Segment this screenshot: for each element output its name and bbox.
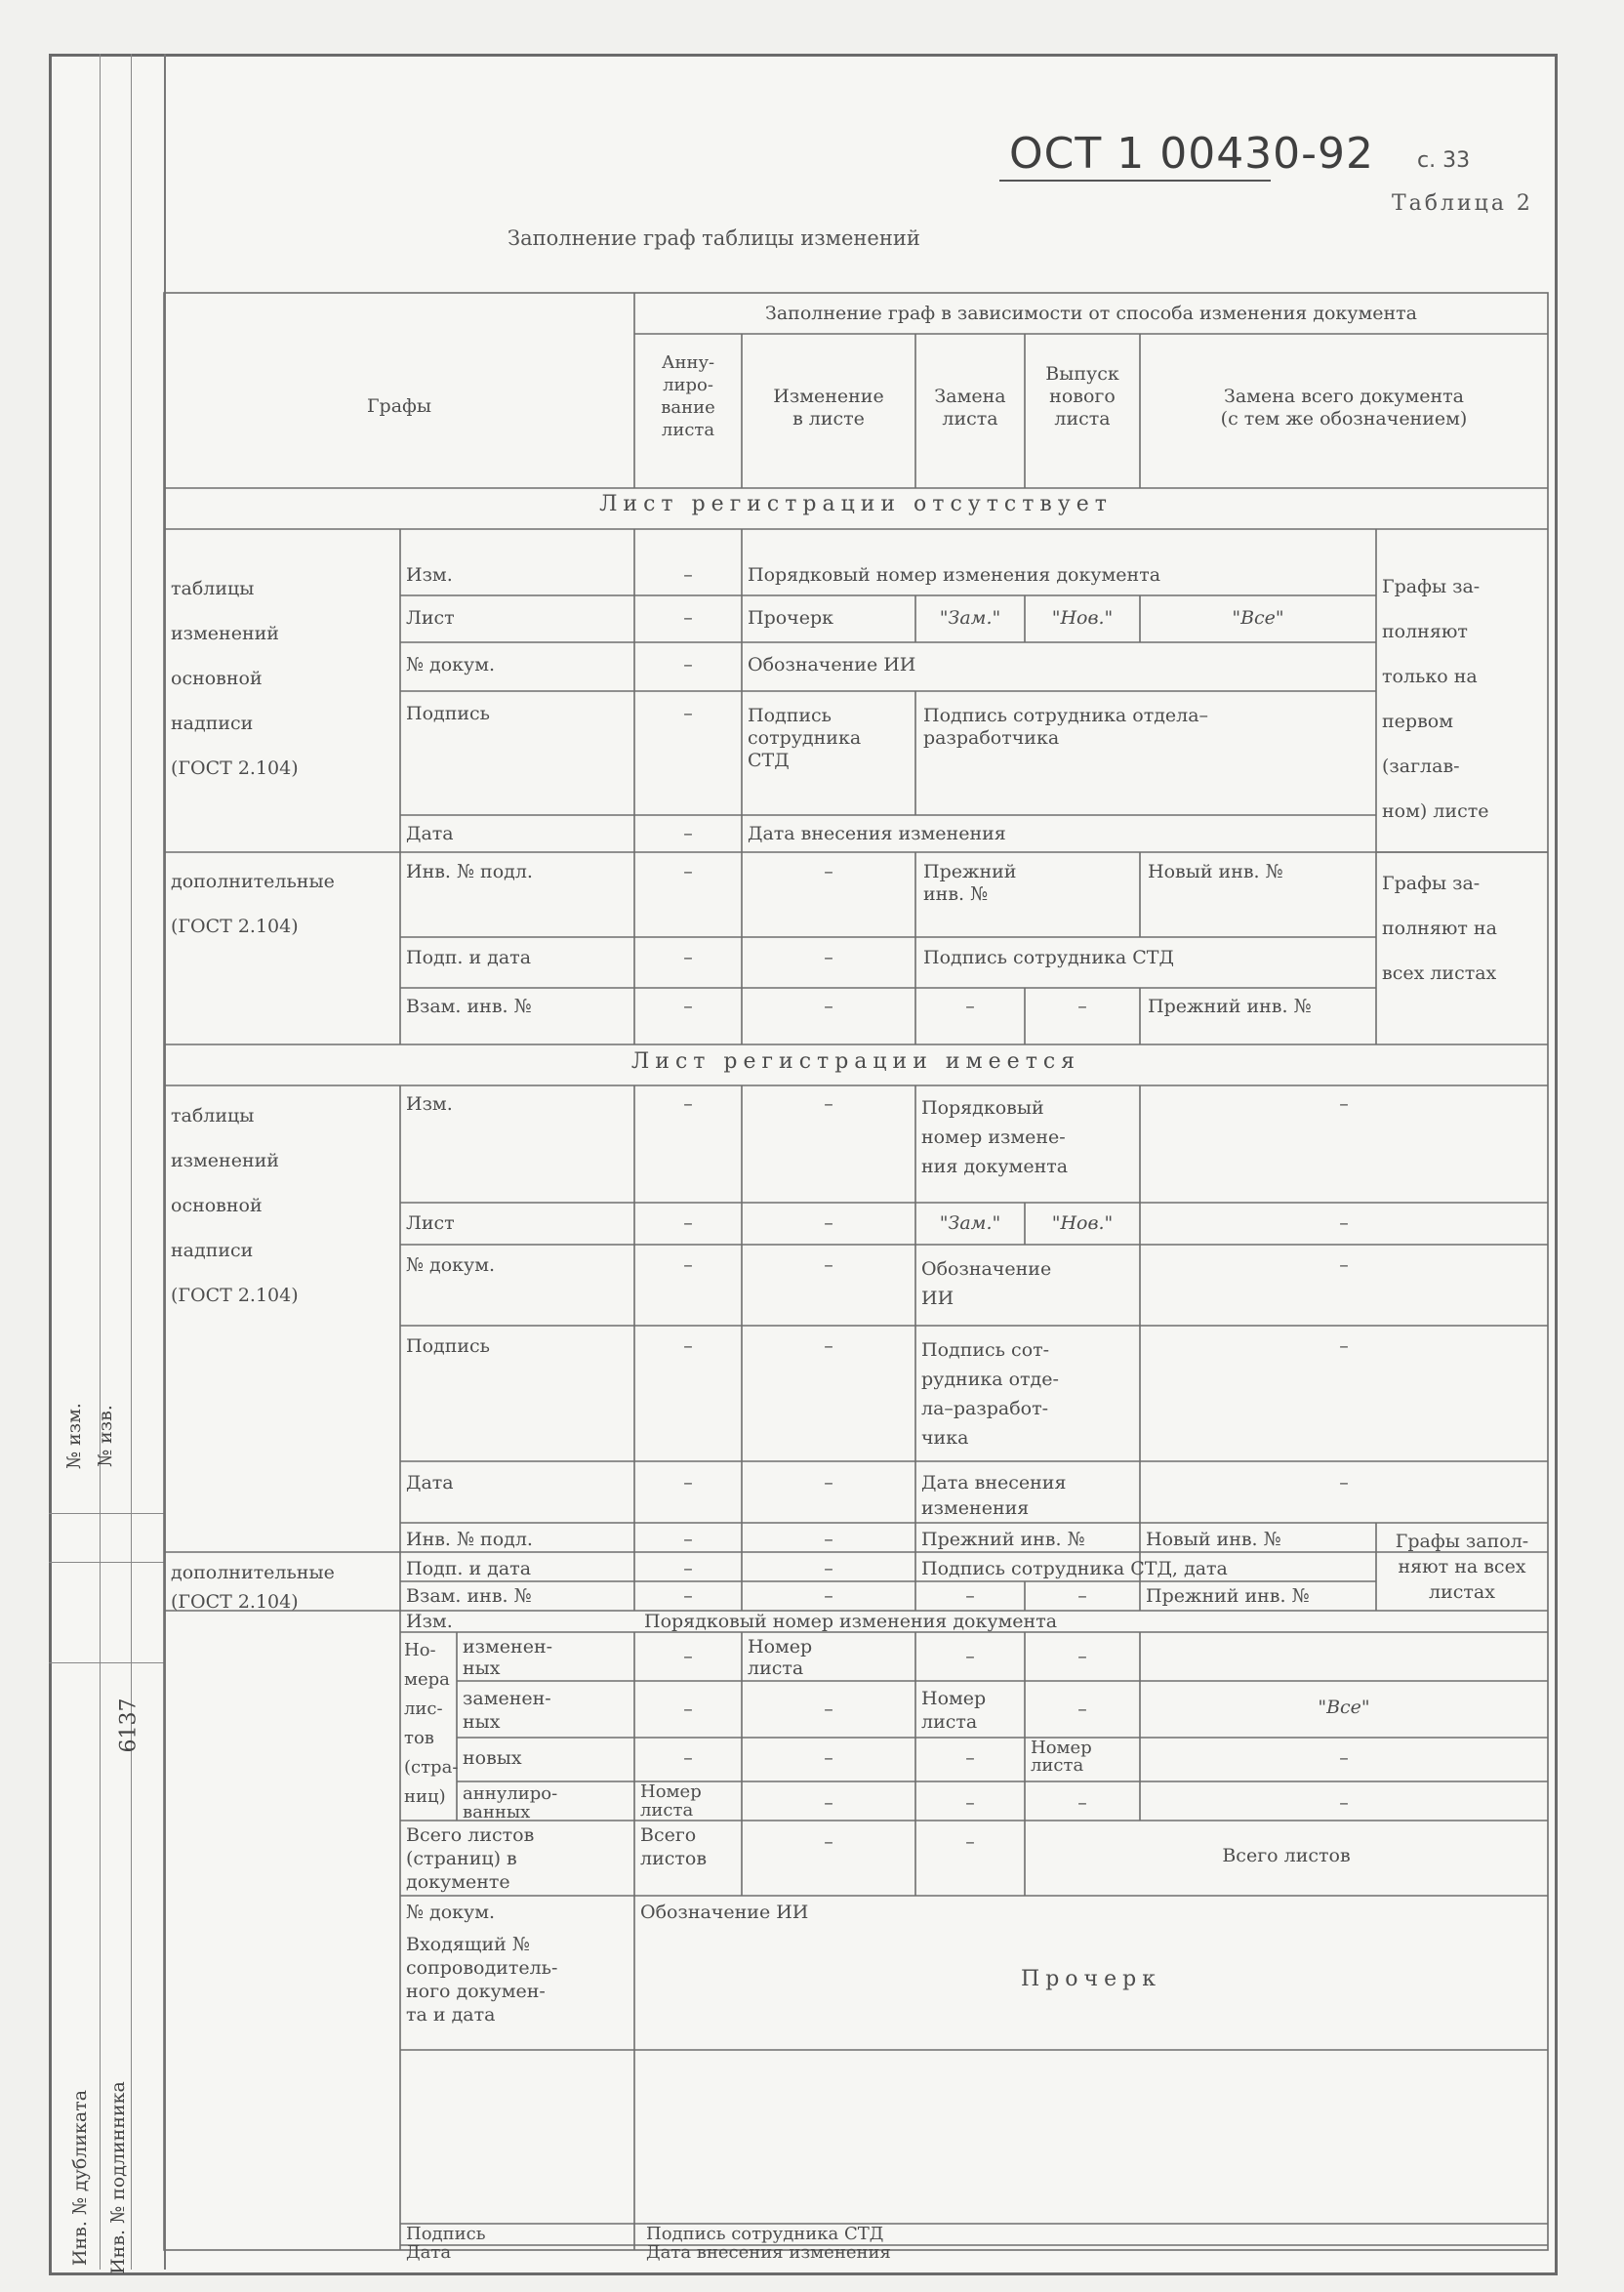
s3-vsego-left: Всего листов (страниц) в документе — [406, 1824, 535, 1893]
field-inv-podl: Инв. № подл. — [406, 1529, 533, 1550]
dash: – — [1077, 996, 1087, 1017]
col-zamena: Замена листа — [934, 386, 1006, 430]
s3-podp: Подпись — [406, 2224, 486, 2244]
dash: – — [683, 947, 693, 968]
r-zam: "Зам." — [939, 607, 1001, 629]
r-obozn: Обозначение ИИ — [748, 654, 916, 675]
field-list: Лист — [406, 1212, 455, 1234]
r2-obozn: Обозначение ИИ — [921, 1258, 1052, 1309]
section2-title: Лист регистрации имеется — [630, 1049, 1081, 1074]
field-podpis: Подпись — [406, 1335, 491, 1357]
r-nov: "Нов." — [1051, 607, 1114, 629]
dash: – — [683, 607, 693, 629]
field-izm: Изм. — [406, 1093, 453, 1115]
r2-data: Дата внесения изменения — [921, 1472, 1067, 1519]
s3-data-val: Дата внесения изменения — [646, 2242, 891, 2263]
s3-zamenen: заменен- ных — [463, 1688, 551, 1733]
dash: – — [1339, 1472, 1349, 1494]
dash: – — [1077, 1646, 1087, 1667]
dash: – — [824, 1212, 833, 1234]
dash: – — [1339, 1747, 1349, 1769]
r-izm: Порядковый номер изменения документа — [748, 564, 1161, 586]
s3-prochk: Прочерк — [1021, 1967, 1161, 1991]
dash: – — [683, 1254, 693, 1276]
s3-dokum: № докум. — [406, 1902, 496, 1923]
field-izm: Изм. — [406, 564, 453, 586]
dash: – — [683, 1093, 693, 1115]
s3-vsego-c1: Всего листов — [640, 1824, 708, 1869]
dash: – — [1339, 1212, 1349, 1234]
dash: – — [683, 703, 693, 724]
dash: – — [1339, 1093, 1349, 1115]
dash: – — [824, 1472, 833, 1494]
dash: – — [683, 1585, 693, 1607]
dash: – — [1077, 1699, 1087, 1720]
s3-izm-val: Порядковый номер изменения документа — [644, 1611, 1058, 1632]
dash: – — [683, 1529, 693, 1550]
dash: – — [965, 1747, 975, 1769]
dash: – — [824, 1558, 833, 1579]
r-prochk: Прочерк — [748, 607, 834, 629]
r2-prezh: Прежний инв. № — [921, 1529, 1085, 1550]
dash: – — [965, 1831, 975, 1853]
note1: Графы за- полняют только на первом (заглав- ном) листе — [1382, 576, 1489, 822]
field-podpis: Подпись — [406, 703, 491, 724]
col-annul: Анну- лиро- вание листа — [661, 352, 715, 440]
side-izm: № изм. — [62, 1403, 85, 1469]
s3-vsego-right: Всего листов — [1222, 1845, 1351, 1866]
side-number: 6137 — [116, 1698, 142, 1753]
col-zamena-vsego: Замена всего документа (с тем же обозначением) — [1220, 386, 1468, 430]
r-prezh2: Прежний инв. № — [1148, 996, 1312, 1017]
dash: – — [824, 1585, 833, 1607]
dash: – — [824, 996, 833, 1017]
dash: – — [683, 1472, 693, 1494]
dash: – — [683, 996, 693, 1017]
dash: – — [1077, 1792, 1087, 1814]
table-label: Таблица 2 — [1392, 191, 1533, 216]
r2-zam: "Зам." — [939, 1212, 1001, 1234]
r-podp-std2: Подпись сотрудника СТД — [923, 947, 1174, 968]
document-code: ОСТ 1 00430-92 — [1009, 129, 1375, 179]
dash: – — [683, 1646, 693, 1667]
dash: – — [824, 861, 833, 882]
dash: – — [824, 947, 833, 968]
dash: – — [965, 996, 975, 1017]
s3-podp-val: Подпись сотрудника СТД — [646, 2224, 884, 2244]
side-inv-podl: Инв. № подлинника — [106, 2081, 129, 2274]
note2: Графы за- полняют на всех листах — [1382, 873, 1497, 984]
field-vzam-inv: Взам. инв. № — [406, 1585, 532, 1607]
s3-vse: "Все" — [1318, 1697, 1370, 1718]
r2-podp-std: Подпись сотрудника СТД, дата — [921, 1558, 1228, 1579]
dash: – — [965, 1646, 975, 1667]
field-podp-data: Подп. и дата — [406, 1558, 532, 1579]
field-inv-podl: Инв. № подл. — [406, 861, 533, 882]
r2-izm: Порядковый номер измене- ния документа — [921, 1097, 1069, 1177]
field-list: Лист — [406, 607, 455, 629]
r-podp-std: Подпись сотрудника СТД — [748, 705, 862, 771]
table-title: Заполнение граф таблицы изменений — [508, 226, 920, 250]
dash: – — [683, 861, 693, 882]
col-izm-list: Изменение в листе — [773, 386, 884, 430]
dash: – — [965, 1792, 975, 1814]
side-izv: № изв. — [94, 1405, 116, 1467]
col-vypusk: Выпуск нового листа — [1045, 363, 1119, 430]
s3-vhod: Входящий № сопроводитель- ного докумен- та и дата — [406, 1934, 558, 2026]
sec2-left-a: таблицы изменений основной надписи (ГОСТ 2.104) — [171, 1105, 299, 1306]
s3-annul: аннулиро- ванных — [463, 1783, 558, 1822]
dash: – — [824, 1699, 833, 1720]
dash: – — [683, 1558, 693, 1579]
s3-novyh: новых — [463, 1747, 522, 1769]
s3-nomer-lista: Номер листа — [1031, 1738, 1092, 1776]
section1-title: Лист регистрации отсутствует — [599, 492, 1113, 516]
dash: – — [1339, 1335, 1349, 1357]
r-data: Дата внесения изменения — [748, 823, 1006, 844]
s3-nomer-lista: Номер листа — [748, 1636, 813, 1679]
r2-podp: Подпись сот- рудника отде- ла–разработ- чика — [921, 1339, 1059, 1449]
col-group: Заполнение граф в зависимости от способа изменения документа — [764, 303, 1418, 324]
field-podp-data: Подп. и дата — [406, 947, 532, 968]
r-podp-razr: Подпись сотрудника отдела– разработчика — [923, 705, 1209, 749]
dash: – — [683, 1747, 693, 1769]
s3-izm: Изм. — [406, 1611, 453, 1632]
s3-data: Дата — [406, 2242, 452, 2263]
dash: – — [1339, 1792, 1349, 1814]
col-grafy: Графы — [366, 395, 432, 417]
r2-prezh2: Прежний инв. № — [1146, 1585, 1310, 1607]
s3-nomer-lista: Номер листа — [921, 1688, 987, 1733]
dash: – — [824, 1335, 833, 1357]
dash: – — [1077, 1585, 1087, 1607]
r2-novyi: Новый инв. № — [1146, 1529, 1281, 1550]
field-vzam-inv: Взам. инв. № — [406, 996, 532, 1017]
dash: – — [824, 1093, 833, 1115]
r-prezh: Прежний инв. № — [923, 861, 1017, 905]
dash: – — [824, 1747, 833, 1769]
dash: – — [824, 1254, 833, 1276]
s3-nomera: Но- мера лис- тов (стра- ниц) — [404, 1640, 459, 1807]
dash: – — [683, 654, 693, 675]
side-inv-dubl: Инв. № дубликата — [69, 2089, 92, 2267]
r2-note: Графы запол- няют на всех листах — [1395, 1531, 1529, 1603]
page-number: с. 33 — [1417, 148, 1471, 173]
dash: – — [965, 1585, 975, 1607]
field-dokum: № докум. — [406, 654, 496, 675]
dash: – — [824, 1831, 833, 1853]
dash: – — [683, 1699, 693, 1720]
sec1-left-a: таблицы изменений основной надписи (ГОСТ 2.104) — [171, 578, 299, 779]
sec1-left-b: дополнительные (ГОСТ 2.104) — [171, 871, 335, 937]
sec2-left-b: дополнительные (ГОСТ 2.104) — [171, 1562, 335, 1613]
field-data: Дата — [406, 1472, 454, 1494]
field-dokum: № докум. — [406, 1254, 496, 1276]
dash: – — [683, 823, 693, 844]
dash: – — [824, 1529, 833, 1550]
dash: – — [1339, 1254, 1349, 1276]
dash: – — [683, 1335, 693, 1357]
r-vse: "Все" — [1232, 607, 1284, 629]
dash: – — [683, 564, 693, 586]
field-data: Дата — [406, 823, 454, 844]
s3-dokum-val: Обозначение ИИ — [640, 1902, 809, 1923]
dash: – — [824, 1792, 833, 1814]
s3-nomer-lista: Номер листа — [640, 1781, 702, 1821]
r2-nov: "Нов." — [1051, 1212, 1114, 1234]
r-novyi: Новый инв. № — [1148, 861, 1283, 882]
s3-izmenen: изменен- ных — [463, 1636, 553, 1679]
dash: – — [683, 1212, 693, 1234]
